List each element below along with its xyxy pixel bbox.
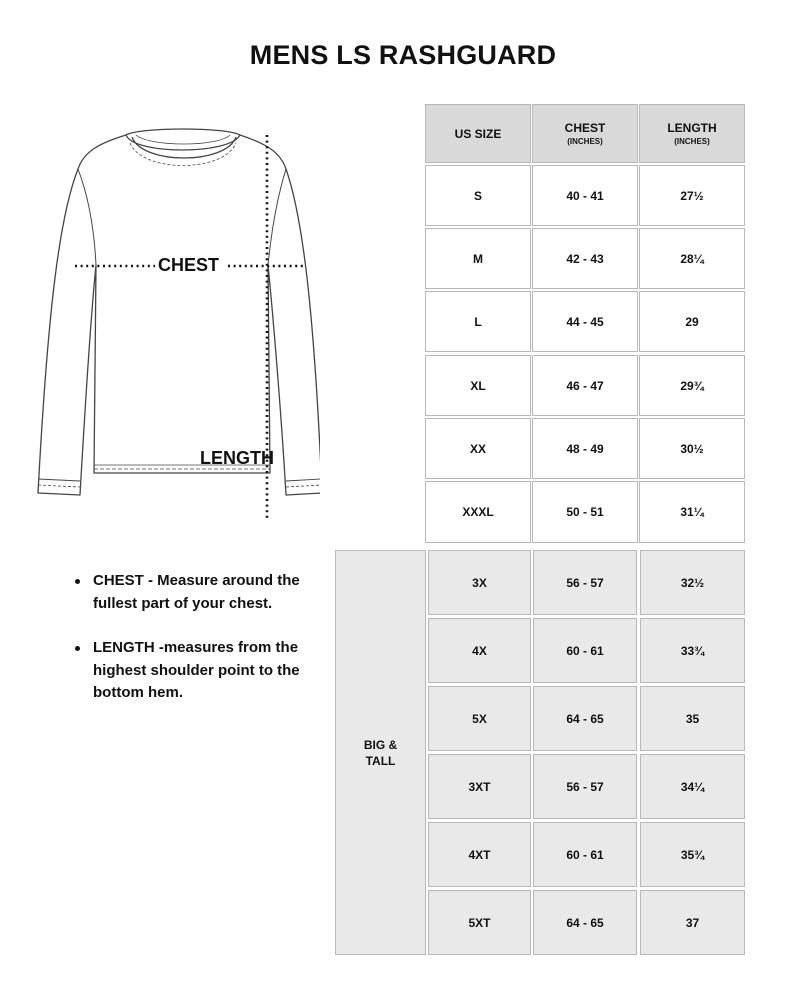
note-length [72, 637, 312, 705]
measurement-notes [72, 570, 312, 727]
cell-size: XXXL [425, 481, 531, 543]
chest-measure-label: CHEST [158, 255, 220, 275]
header-length [639, 104, 745, 163]
cell-size: M [425, 228, 531, 289]
cell-length: 33¾ [640, 618, 745, 683]
big-tall-line-1: BIG & [363, 737, 398, 752]
header-unit: (INCHES) [567, 137, 603, 146]
cell-size: XX [425, 418, 531, 479]
cell-length: 32½ [640, 550, 745, 615]
header-label: CHEST [564, 121, 606, 135]
cell-size: XL [425, 355, 531, 416]
header-label: US SIZE [454, 126, 502, 141]
cell-length: 34¼ [640, 754, 745, 819]
cell-chest: 44 - 45 [532, 291, 638, 352]
header-chest [532, 104, 638, 163]
cell-length: 35¾ [640, 822, 745, 887]
cell-chest: 56 - 57 [533, 550, 637, 615]
cell-chest: 56 - 57 [533, 754, 637, 819]
cell-size: 3X [428, 550, 531, 615]
bullet-icon [75, 646, 80, 651]
header-unit: (INCHES) [674, 137, 710, 146]
big-and-tall-label [335, 550, 426, 955]
shirt-outline-icon [30, 125, 320, 525]
cell-chest: 60 - 61 [533, 822, 637, 887]
cell-length: 29 [639, 291, 745, 352]
cell-chest: 64 - 65 [533, 686, 637, 751]
cell-size: L [425, 291, 531, 352]
cell-size: 4XT [428, 822, 531, 887]
cell-length: 30½ [639, 418, 745, 479]
cell-length: 37 [640, 890, 745, 955]
cell-chest: 50 - 51 [532, 481, 638, 543]
cell-length: 35 [640, 686, 745, 751]
note-chest [72, 570, 312, 615]
cell-size: S [425, 165, 531, 226]
cell-chest: 42 - 43 [532, 228, 638, 289]
cell-size: 5XT [428, 890, 531, 955]
cell-length: 31¼ [639, 481, 745, 543]
page-title: MENS LS RASHGUARD [249, 40, 557, 70]
cell-length: 28¼ [639, 228, 745, 289]
bullet-icon [75, 579, 80, 584]
header-us-size [425, 104, 531, 163]
note-text: LENGTH -measures from the highest shoulder point to the bottom hem. [93, 639, 300, 701]
cell-size: 4X [428, 618, 531, 683]
cell-length: 29¾ [639, 355, 745, 416]
header-label: LENGTH [667, 121, 717, 135]
cell-size: 3XT [428, 754, 531, 819]
cell-size: 5X [428, 686, 531, 751]
cell-chest: 60 - 61 [533, 618, 637, 683]
cell-length: 27½ [639, 165, 745, 226]
big-tall-line-2: TALL [365, 753, 396, 768]
shirt-illustration [30, 125, 320, 525]
length-measure-label: LENGTH [200, 448, 274, 468]
cell-chest: 46 - 47 [532, 355, 638, 416]
cell-chest: 40 - 41 [532, 165, 638, 226]
note-text: CHEST - Measure around the fullest part of your chest. [93, 572, 300, 612]
cell-chest: 48 - 49 [532, 418, 638, 479]
cell-chest: 64 - 65 [533, 890, 637, 955]
